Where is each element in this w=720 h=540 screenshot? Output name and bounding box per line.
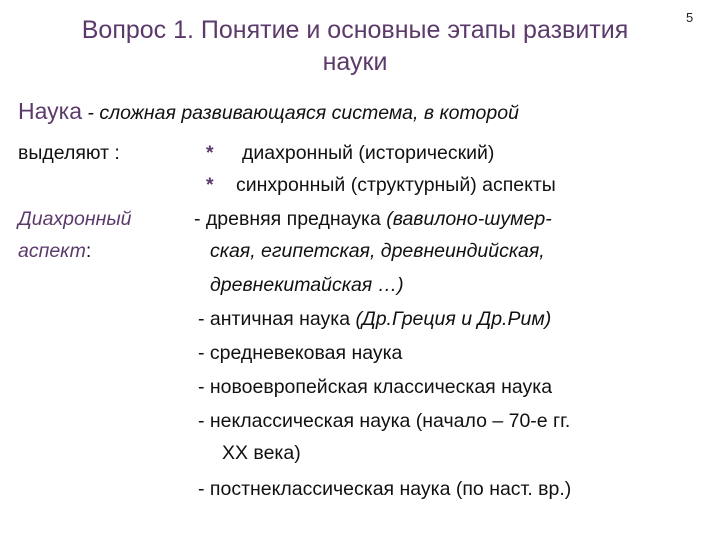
title-line-1: Вопрос 1. Понятие и основные этапы развития <box>81 16 629 44</box>
bullet-star-2: * <box>206 174 214 196</box>
stage-prenauka <box>194 206 552 232</box>
stage-prenauka-italic-3: древнекитайская …) <box>210 274 404 296</box>
definition-text: - сложная развивающаяся система, в которой <box>82 102 519 124</box>
title-line-2: науки <box>322 48 388 76</box>
definition-label: выделяют : <box>18 142 120 164</box>
aspect-colon: : <box>85 240 92 262</box>
stage-antique-italic: (Др.Греция и Др.Рим) <box>355 308 552 330</box>
aspect-word: аспект <box>18 240 86 262</box>
stage-classical: - новоевропейская классическая наука <box>198 376 553 398</box>
stage-postnonclassical: - постнеклассическая наука (по наст. вр.) <box>198 478 572 500</box>
stage-antique <box>198 306 551 332</box>
stage-antique-prefix: - античная наука <box>198 308 356 330</box>
stage-prenauka-italic-1: (вавилоно-шумер- <box>386 208 552 230</box>
bullet-star-1: * <box>206 142 214 164</box>
aspect-item-diachronic: диахронный (исторический) <box>242 142 495 164</box>
stage-prenauka-italic-2: ская, египетская, древнеиндийская, <box>210 240 545 262</box>
nauka-term: Наука <box>18 98 83 124</box>
stage-medieval: - средневековая наука <box>198 342 403 364</box>
definition-line-1 <box>18 98 519 126</box>
diachronic-label-line-1: Диахронный <box>18 208 132 230</box>
stage-prenauka-prefix: - древняя преднаука <box>194 208 387 230</box>
diachronic-label-line-2 <box>18 238 91 264</box>
stage-nonclassical: - неклассическая наука (начало – 70-е гг. <box>198 410 571 432</box>
slide-title <box>30 14 680 78</box>
page-number: 5 <box>686 10 694 25</box>
stage-nonclassical-continued: XX века) <box>222 442 301 464</box>
aspect-item-synchronic: синхронный (структурный) аспекты <box>236 174 556 196</box>
